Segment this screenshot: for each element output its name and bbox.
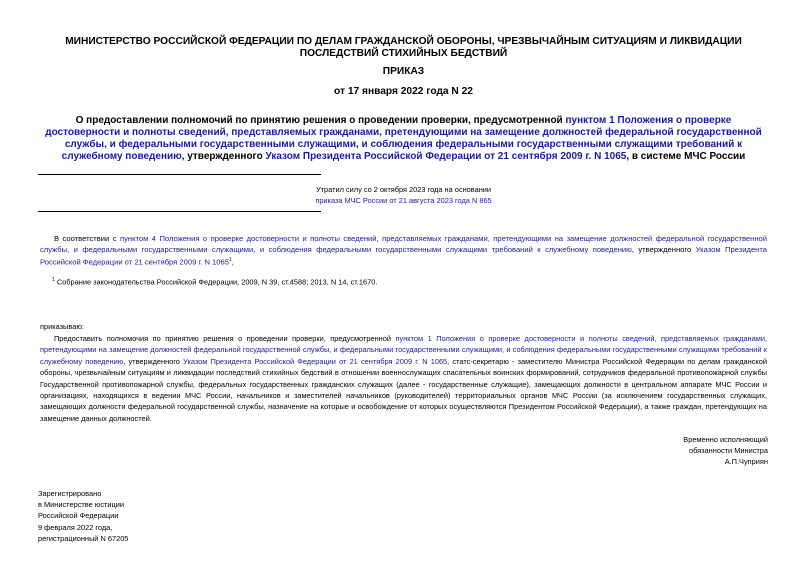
divider-bottom bbox=[38, 211, 321, 212]
title-link-regulation[interactable]: пунктом 1 Положения о проверке достоверности и полноты сведений, представляемых гражданами, претендующими на замещение должностей федеральной государственной службы, и федеральными государственными служащими, и соблюдения федеральными государственными служащими требований к служебному поведению bbox=[45, 115, 762, 162]
preamble-paragraph bbox=[40, 233, 767, 268]
status-note-line: Утратил силу со 2 октября 2023 года на основании bbox=[315, 185, 492, 194]
preamble-link-decree[interactable]: Указом Президента Российской Федерации от 21 сентября 2009 г. N 1065 bbox=[40, 245, 767, 267]
body-link-regulation[interactable]: пунктом 1 Положения о проверке достоверности и полноты сведений, представляемых гражданами, претендующими на замещение должностей федеральной государственной службы, и федеральными государственными служащими, и соблюдения федеральными государственными служащими требований к служебному поведению bbox=[40, 334, 768, 366]
body-text-3: , статс-секретарю - заместителю Министра Российской Федерации по делам гражданской обороны, чрезвычайным ситуациям и ликвидации последствий стихийных бедствий в отношении военнослужащих спасательных воинских формирований, сотрудников федеральной противопожарной службы Государственной противопожарной службы, федеральных государственных гражданских служащих (далее - государственные служащие), замещающих должности в центральном аппарате МЧС России и организациях, находящихся в ведении МЧС России, начальников и заместителей начальников (руководителей) территориальных органов МЧС России (за исключением государственных служащих, замещающих должности федеральной государственной службы, назначение на которые и освобождение от которых осуществляются Президентом Российской Федерации), а также граждан, претендующих на замещение данных должностей. bbox=[40, 356, 767, 423]
signature-line-2: обязанности Министра bbox=[688, 446, 768, 455]
body-text-1: Предоставить полномочия по принятию решения о проведении проверки, предусмотренной bbox=[54, 334, 396, 343]
document-type: ПРИКАЗ bbox=[382, 66, 425, 77]
registration-line-3: Российской Федерации bbox=[38, 511, 119, 521]
footnote-ref[interactable]: 1 bbox=[228, 257, 232, 263]
preamble-link-regulation[interactable]: пунктом 4 Положения о проверке достоверности и полноты сведений, представляемых гражданами, претендующими на замещение должностей федеральной государственной службы, и федеральными государственными служащими, и соблюдения федеральными государственными служащими требований к служебному поведению bbox=[40, 234, 767, 254]
document-date-number: от 17 января 2022 года N 22 bbox=[334, 86, 473, 97]
document-title bbox=[40, 115, 767, 163]
main-paragraph bbox=[40, 333, 767, 424]
orders-word: приказываю: bbox=[40, 322, 84, 331]
divider-top bbox=[38, 174, 321, 175]
footnote-text: Собрание законодательства Российской Федерации, 2009, N 39, ст.4588; 2013, N 14, ст.1670. bbox=[54, 277, 378, 287]
title-text-3: , в системе МЧС России bbox=[626, 151, 746, 162]
preamble-text-1: В соответствии с bbox=[54, 234, 120, 243]
title-link-decree[interactable]: Указом Президента Российской Федерации от 21 сентября 2009 г. N 1065 bbox=[265, 151, 627, 162]
registration-block bbox=[38, 488, 128, 544]
title-text-1: О предоставлении полномочий по принятию решения о проведении проверки, предусмотренной bbox=[75, 115, 566, 126]
footnote-mark: 1 bbox=[52, 277, 55, 283]
signature-block bbox=[560, 434, 768, 467]
registration-line-1: Зарегистрировано bbox=[38, 489, 102, 498]
preamble-text-2: , утвержденного bbox=[631, 245, 696, 254]
registration-line-4: 9 февраля 2022 года, bbox=[38, 522, 113, 532]
ministry-heading: МИНИСТЕРСТВО РОССИЙСКОЙ ФЕДЕРАЦИИ ПО ДЕЛАМ ГРАЖДАНСКОЙ ОБОРОНЫ, ЧРЕЗВЫЧАЙНЫМ СИТУАЦИЯМ И ЛИКВИДАЦИИ ПОСЛЕДСТВИЙ СТИХИЙНЫХ БЕДСТВИЙ bbox=[65, 36, 742, 59]
body-text-2: , утвержденного bbox=[123, 356, 184, 366]
signature-name: А.П.Чуприян bbox=[724, 457, 768, 466]
signature-line-1: Временно исполняющий bbox=[683, 435, 768, 444]
preamble-text-3: , bbox=[231, 257, 234, 267]
footnote bbox=[52, 277, 377, 286]
title-text-2: , утвержденного bbox=[181, 151, 266, 162]
registration-line-2: в Министерстве юстиции bbox=[38, 500, 125, 510]
body-link-decree[interactable]: Указом Президента Российской Федерации от 21 сентября 2009 г. N 1065 bbox=[183, 356, 448, 366]
registration-line-5: регистрационный N 67205 bbox=[38, 533, 129, 543]
status-note-link[interactable]: приказа МЧС России от 21 августа 2023 года N 865 bbox=[315, 196, 492, 205]
